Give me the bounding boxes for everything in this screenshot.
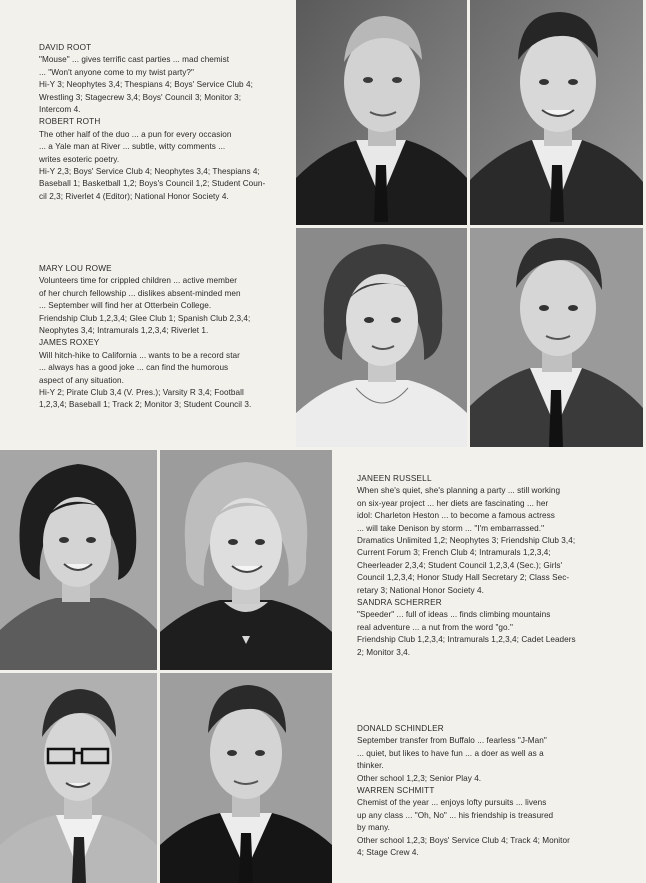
- bio-line: on six-year project ... her diets are fascinating ... her: [357, 498, 549, 508]
- student-name-robert-roth: ROBERT ROTH: [39, 117, 101, 127]
- bio-line: ... will take Denison by storm ... "I'm embarrassed.": [357, 523, 545, 533]
- bio-line: When she's quiet, she's planning a party ... still working: [357, 486, 561, 496]
- activities-line: Wrestling 3; Stagecrew 3,4; Boys' Council 3; Monitor 3;: [39, 92, 242, 102]
- text-block-schindler-schmitt: [357, 723, 590, 859]
- bio-line: of her church fellowship ... dislikes absent-minded men: [39, 288, 241, 298]
- bio-line: The other half of the duo ... a pun for every occasion: [39, 129, 232, 139]
- bio-line: ... a Yale man at River ... subtle, witty comments ...: [39, 142, 226, 152]
- portrait-david-root: [296, 0, 467, 225]
- student-name-mary-lou-rowe: MARY LOU ROWE: [39, 264, 112, 273]
- bio-line: real adventure ... a nut from the word "go.": [357, 622, 513, 632]
- activities-line: Other school 1,2,3; Senior Play 4.: [357, 773, 482, 783]
- portrait-mary-lou-rowe: [296, 228, 467, 447]
- activities-line: Cheerleader 2,3,4; Student Council 1,2,3,4 (Sec.); Girls': [357, 560, 563, 570]
- student-name-sandra-scherrer: SANDRA SCHERRER: [357, 598, 442, 608]
- activities-line: Friendship Club 1,2,3,4; Glee Club 1; Spanish Club 2,3,4;: [39, 313, 251, 323]
- bio-line: writes esoteric poetry.: [39, 154, 120, 164]
- bio-line: "Mouse" ... gives terrific cast parties ... mad chemist: [39, 55, 230, 65]
- portrait-sandra-scherrer: [160, 450, 332, 670]
- activities-line: 4; Stage Crew 4.: [357, 848, 419, 858]
- activities-line: Baseball 1; Basketball 1,2; Boys's Council 1,2; Student Coun-: [39, 179, 266, 189]
- activities-line: Council 1,2,3,4; Honor Study Hall Secretary 2; Class Sec-: [357, 573, 570, 583]
- bio-line: idol: Charleton Heston ... to become a famous actress: [357, 511, 555, 521]
- activities-line: Other school 1,2,3; Boys' Service Club 4; Track 4; Monitor: [357, 835, 570, 845]
- student-name-warren-schmitt: WARREN SCHMITT: [357, 786, 435, 796]
- activities-line: retary 3; National Honor Society 4.: [357, 585, 484, 595]
- bio-line: aspect of any situation.: [39, 375, 124, 385]
- text-block-rowe-roxey: [39, 263, 273, 412]
- activities-line: Hi-Y 2,3; Boys' Service Club 4; Neophytes 3,4; Thespians 4;: [39, 167, 260, 177]
- bio-line: ... quiet, but likes to have fun ... a doer as well as a: [357, 748, 544, 758]
- bio-line: up any class ... "Oh, No" ... his friendship is treasured: [357, 810, 554, 820]
- activities-line: Hi-Y 2; Pirate Club 3,4 (V. Pres.); Varsity R 3,4; Football: [39, 388, 244, 398]
- bio-line: ... always has a good joke ... can find the humorous: [39, 363, 229, 373]
- activities-line: Intercom 4.: [39, 105, 81, 115]
- bio-line: "Speeder" ... full of ideas ... finds climbing mountains: [357, 610, 551, 620]
- activities-line: Current Forum 3; French Club 4; Intramurals 1,2,3,4;: [357, 548, 551, 558]
- activities-line: 2; Monitor 3,4.: [357, 647, 411, 657]
- bio-line: September transfer from Buffalo ... fearless "J-Man": [357, 736, 547, 746]
- portrait-warren-schmitt: [160, 673, 332, 883]
- activities-line: 1,2,3,4; Baseball 1; Track 2; Monitor 3; Student Council 3.: [39, 400, 252, 410]
- activities-line: Neophytes 3,4; Intramurals 1,2,3,4; Riverlet 1.: [39, 326, 209, 336]
- bio-line: by many.: [357, 823, 391, 833]
- activities-line: Hi-Y 3; Neophytes 3,4; Thespians 4; Boys' Service Club 4;: [39, 80, 253, 90]
- bio-line: Volunteers time for crippled children ... active member: [39, 276, 237, 286]
- student-name-donald-schindler: DONALD SCHINDLER: [357, 724, 444, 733]
- bio-line: Chemist of the year ... enjoys lofty pursuits ... livens: [357, 798, 547, 808]
- bio-line: Will hitch-hike to California ... wants to be a record star: [39, 350, 240, 360]
- activities-line: Friendship Club 1,2,3,4; Intramurals 1,2,3,4; Cadet Leaders: [357, 635, 576, 645]
- text-block-russell-scherrer: [357, 473, 590, 659]
- bio-line: ... September will find her at Otterbein College.: [39, 301, 212, 311]
- student-name-janeen-russell: JANEEN RUSSELL: [357, 474, 432, 483]
- student-name-david-root: DAVID ROOT: [39, 43, 92, 52]
- student-name-james-roxey: JAMES ROXEY: [39, 338, 100, 348]
- portrait-janeen-russell: [0, 450, 157, 670]
- portrait-james-roxey: [470, 228, 643, 447]
- text-block-root-roth: [39, 42, 273, 203]
- portrait-donald-schindler: [0, 673, 157, 883]
- activities-line: Dramatics Unlimited 1,2; Neophytes 3; Friendship Club 3,4;: [357, 536, 576, 546]
- activities-line: cil 2,3; Riverlet 4 (Editor); National Honor Society 4.: [39, 191, 229, 201]
- bio-line: ... "Won't anyone come to my twist party?": [39, 67, 194, 77]
- bio-line: thinker.: [357, 761, 384, 771]
- portrait-robert-roth: [470, 0, 643, 225]
